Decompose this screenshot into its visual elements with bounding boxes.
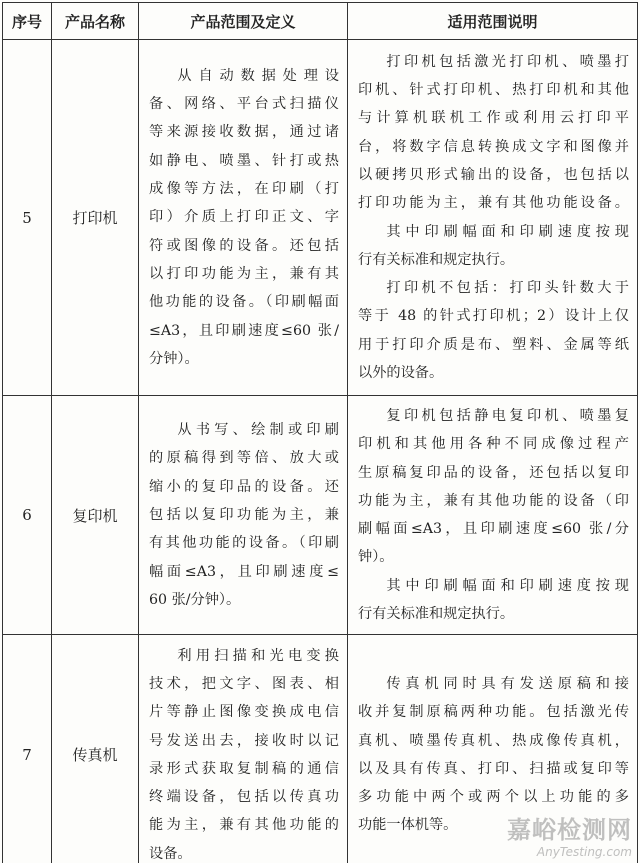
table-row [3,40,638,396]
text-line: 功能为主，兼有其他功能的设备（印 [358,492,629,509]
definition-cell [139,40,348,396]
watermark-name: 嘉峪检测网 [507,816,632,844]
table-header-row [3,3,638,40]
text-line: 用于打印介质是布、塑料、金属等纸 [358,336,629,353]
text-line: 有其他功能的设备。（印刷 [149,535,339,552]
text-line: 台，将数字信息转换成文字和图像并 [358,138,629,155]
header-scope: 适用范围说明 [348,3,638,40]
product-scope-table [2,2,638,863]
text-line: 等来源接收数据，通过诸 [149,124,339,141]
text-line: 行有关标准和规定执行。 [358,606,515,623]
text-line: 传真机同时具有发送原稿和接 [386,675,629,692]
scope-cell [348,40,638,396]
text-line: ≤A3，且印刷速度≤60 张/ [149,322,339,339]
text-line: 录形式获取复制稿的通信 [149,760,339,777]
text-line: 行有关标准和规定执行。 [358,251,515,268]
text-line: 等于 48 的针式打印机；2）设计上仅 [358,308,629,325]
text-line: 印机、针式打印机、热打印机和其他 [358,82,629,99]
scope-text [348,396,637,634]
text-line: 片等静止图像变换成电信 [149,704,339,721]
product-name: 传真机 [52,635,139,863]
row-number: 6 [3,396,52,635]
text-line: 幅面≤A3，且印刷速度≤ [149,563,339,580]
row-number: 7 [3,635,52,863]
header-definition: 产品范围及定义 [139,3,348,40]
text-line: 其中印刷幅面和印刷速度按现 [386,577,629,594]
definition-text [139,410,347,620]
definition-cell [139,396,348,635]
text-line: 终端设备，包括以传真功 [149,789,339,806]
text-line: 功能一体机等。 [358,817,458,834]
text-line: 设备。 [149,845,192,862]
text-line: 真机、喷墨传真机、热成像传真机， [358,732,629,749]
text-line: 如静电、喷墨、针打或热 [149,152,339,169]
definition-text [139,56,347,379]
text-line: 收并复制原稿两种功能。包括激光传 [358,704,629,721]
text-line: 钟）。 [358,549,394,566]
watermark [507,810,632,859]
definition-cell [139,635,348,863]
text-line: 生原稿复印品的设备，还包括以复印 [358,464,629,481]
text-line: 以打印功能为主，兼有其 [149,265,339,282]
text-line: 符或图像的设备。还包括 [149,237,339,254]
row-number: 5 [3,40,52,396]
product-name: 打印机 [52,40,139,396]
text-line: 多功能中两个或两个以上功能的多 [358,789,629,806]
text-line: 60 张/分钟）。 [149,591,241,608]
text-line: 缩小的复印品的设备。还 [149,478,339,495]
text-line: 打印功能为主，兼有其他功能设备。 [358,195,629,212]
text-line: 以外的设备。 [358,364,444,381]
text-line: 印）介质上打印正文、字 [149,209,339,226]
text-line: 印机和其他用各种不同成像过程产 [358,436,629,453]
scope-cell [348,396,638,635]
watermark-url: AnyTesting.com [536,845,632,859]
text-line: 分钟）。 [149,350,199,367]
text-line: 技术，把文字、图表、相 [149,675,339,692]
product-name: 复印机 [52,396,139,635]
text-line: 以及具有传真、打印、扫描或复印等 [358,760,629,777]
text-line: 以硬拷贝形式输出的设备，也包括以 [358,166,629,183]
text-line: 刷幅面≤A3，且印刷速度≤60 张/分 [358,521,629,538]
text-line: 他功能的设备。（印刷幅面 [149,294,339,311]
table-row [3,396,638,635]
scope-text [348,42,637,394]
text-line: 打印机不包括：打印头针数大于 [386,280,629,297]
header-product-name: 产品名称 [52,3,139,40]
text-line: 号发送出去，接收时以记 [149,732,339,749]
text-line: 与计算机联机工作或利用云打印平 [358,110,629,127]
text-line: 打印机包括激光打印机、喷墨打 [386,53,629,70]
header-no: 序号 [3,3,52,40]
text-line: 其中印刷幅面和印刷速度按现 [386,223,629,240]
text-line: 能为主，兼有其他功能的 [149,817,339,834]
text-line: 复印机包括静电复印机、喷墨复 [386,408,629,424]
text-line: 从书写、绘制或印刷 [177,422,339,439]
text-line: 利用扫描和光电变换 [177,647,339,664]
definition-text [139,636,347,863]
text-line: 包括以复印功能为主，兼 [149,507,339,524]
text-line: 成像等方法，在印刷（打 [149,181,339,198]
text-line: 备、网络、平台式扫描仪 [149,96,339,113]
text-line: 从自动数据处理设 [177,67,339,84]
text-line: 的原稿得到等倍、放大或 [149,450,339,467]
